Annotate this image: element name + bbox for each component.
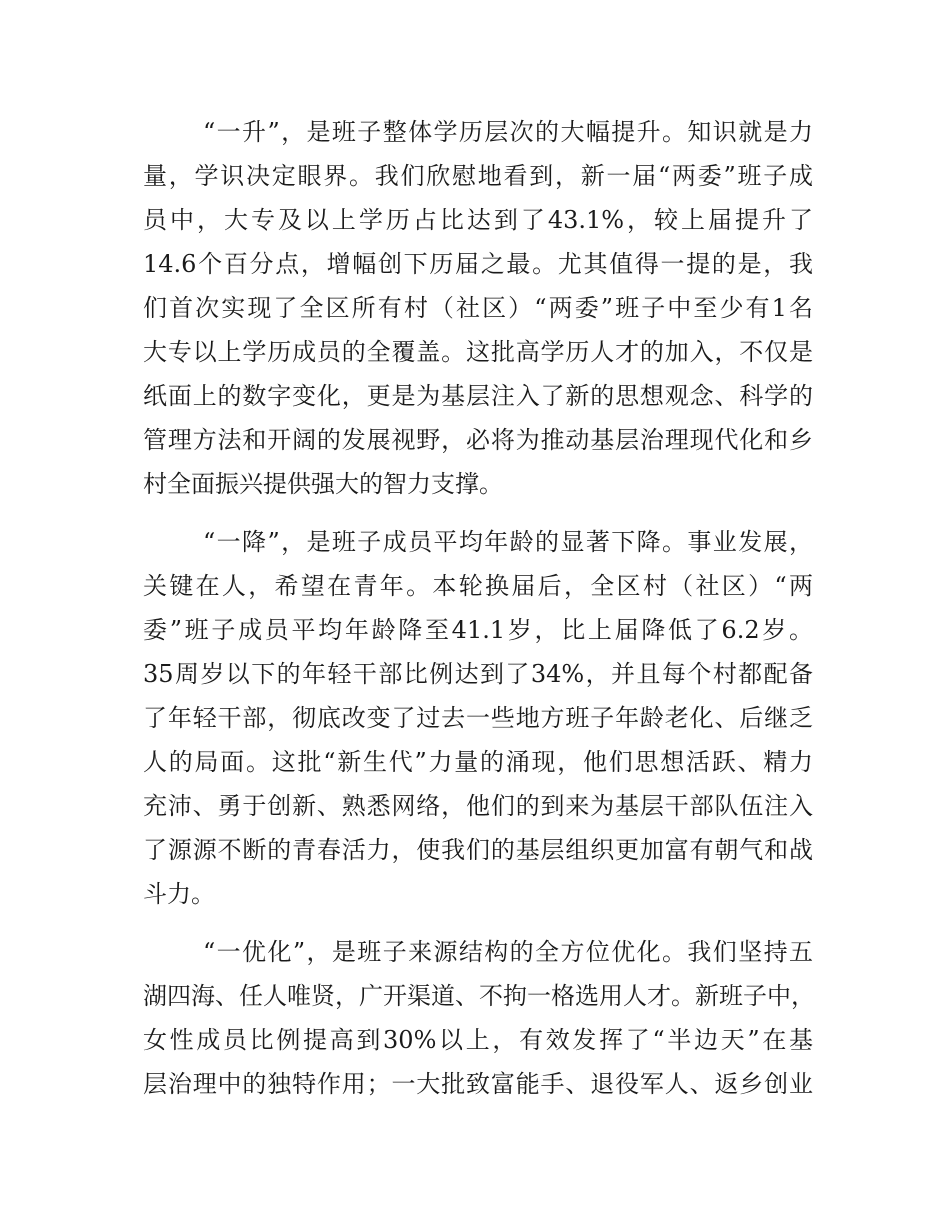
text-line: 们首次实现了全区所有村（社区）“两委”班子中至少有1名 [143, 294, 813, 322]
text-line: 量，学识决定眼界。我们欣慰地看到，新一届“两委”班子成 [143, 162, 813, 190]
text-line: “一升”，是班子整体学历层次的大幅提升。知识就是力 [203, 118, 813, 146]
text-line: 大专以上学历成员的全覆盖。这批高学历人才的加入，不仅是 [143, 338, 813, 366]
text-line: “一降”，是班子成员平均年龄的显著下降。事业发展， [203, 528, 813, 556]
paragraph-yi-sheng [143, 110, 813, 506]
text-line: 委”班子成员平均年龄降至41.1岁，比上届降低了6.2岁。 [143, 616, 813, 644]
text-line: 管理方法和开阔的发展视野，必将为推动基层治理现代化和乡 [143, 426, 813, 454]
text-line: 员中，大专及以上学历占比达到了43.1%，较上届提升了 [143, 206, 813, 234]
text-line: 了年轻干部，彻底改变了过去一些地方班子年龄老化、后继乏 [143, 704, 813, 732]
text-line: 斗力。 [143, 880, 215, 908]
text-line: 湖四海、任人唯贤，广开渠道、不拘一格选用人才。新班子中， [143, 982, 815, 1010]
text-line: 纸面上的数字变化，更是为基层注入了新的思想观念、科学的 [143, 382, 813, 410]
text-line: 层治理中的独特作用；一大批致富能手、退役军人、返乡创业 [143, 1070, 813, 1098]
text-line: 了源源不断的青春活力，使我们的基层组织更加富有朝气和战 [143, 836, 813, 864]
text-line: 充沛、勇于创新、熟悉网络，他们的到来为基层干部队伍注入 [143, 792, 813, 820]
text-line: “一优化”，是班子来源结构的全方位优化。我们坚持五 [203, 938, 813, 966]
text-line: 关键在人，希望在青年。本轮换届后，全区村（社区）“两 [143, 572, 813, 600]
document-body [143, 110, 813, 1120]
paragraph-yi-jiang [143, 520, 813, 916]
text-line: 14.6个百分点，增幅创下历届之最。尤其值得一提的是，我 [143, 250, 813, 278]
text-line: 人的局面。这批“新生代”力量的涌现，他们思想活跃、精力 [143, 748, 813, 776]
text-line: 女性成员比例提高到30%以上，有效发挥了“半边天”在基 [143, 1026, 813, 1054]
paragraph-yi-youhua [143, 930, 813, 1106]
text-line: 35周岁以下的年轻干部比例达到了34%，并且每个村都配备 [143, 660, 813, 688]
text-line: 村全面振兴提供强大的智力支撑。 [143, 470, 503, 498]
